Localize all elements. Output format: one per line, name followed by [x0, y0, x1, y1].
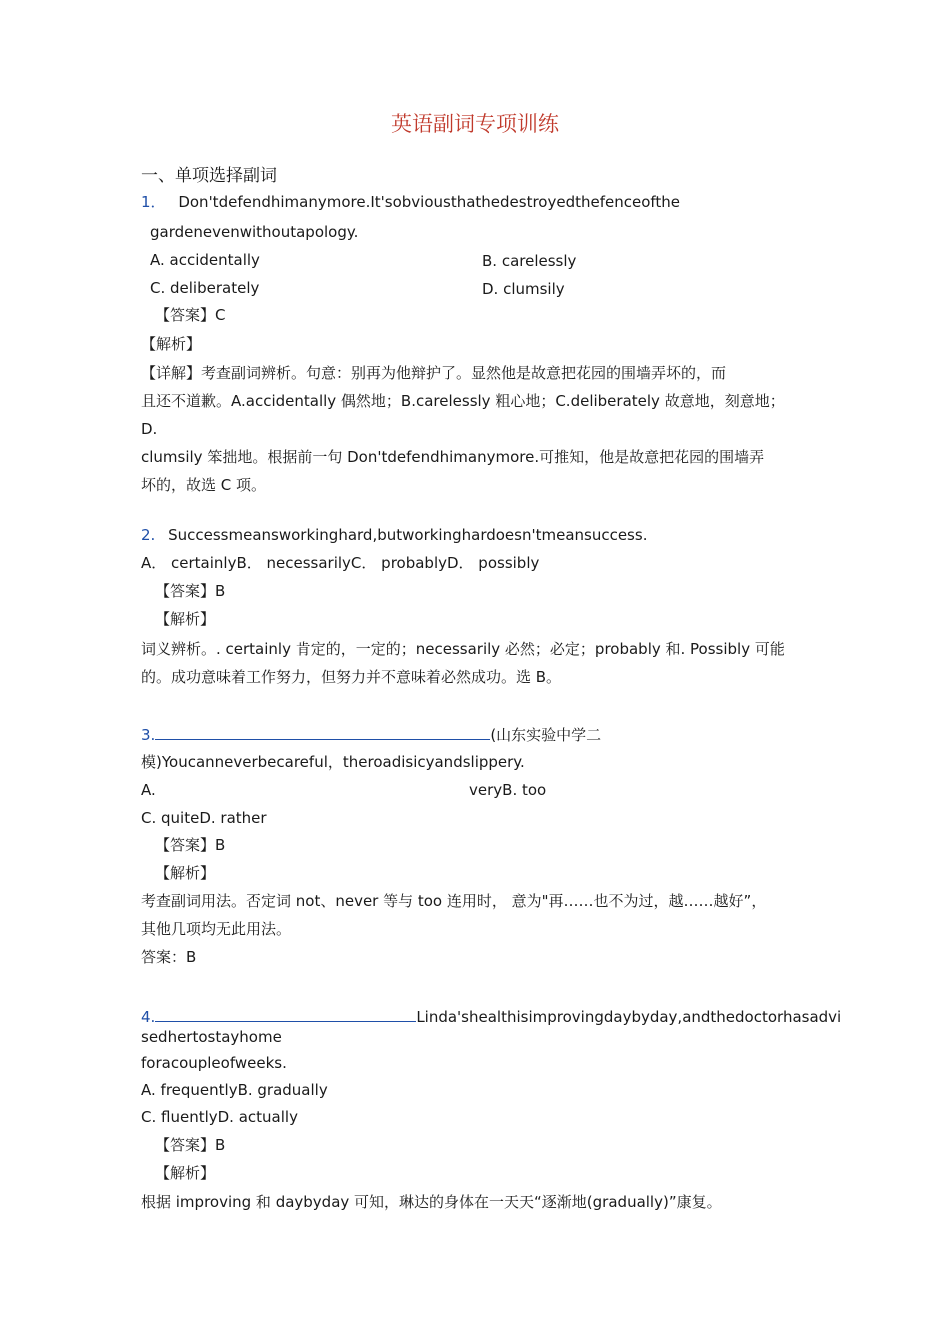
option-a: A.: [141, 781, 156, 799]
question-stem-continued: 模)Youcanneverbecareful，theroadisicyandslippery.: [141, 753, 525, 771]
answer-label: 【答案】B: [155, 582, 226, 600]
question-stem: (山东实验中学二: [490, 726, 602, 744]
option-cd: C. quiteD. rather: [141, 809, 267, 827]
explanation-line: 坏的，故选 C 项。: [141, 476, 267, 494]
explanation-line: 其他几项均无此用法。: [141, 920, 292, 938]
answer-label: 【答案】C: [155, 306, 226, 324]
answer-label: 【答案】B: [155, 836, 226, 854]
page-title: 英语副词专项训练: [391, 112, 559, 136]
options-line: A． certainlyB． necessarilyC． probablyD． possibly: [141, 554, 540, 572]
analysis-label: 【解析】: [155, 1164, 216, 1182]
option-b: B. carelessly: [482, 252, 577, 270]
question-number: 2.: [141, 526, 156, 544]
answer-blank: [155, 1006, 416, 1022]
explanation-line: 考查副词用法。否定词 not、never 等与 too 连用时， 意为"再……也不为过，越……越好”，: [141, 892, 767, 910]
question-stem-continued: sedhertostayhome: [141, 1028, 282, 1046]
explanation-line: clumsily 笨拙地。根据前一句 Don'tdefendhimanymore.可推知，他是故意把花园的围墙弄: [141, 448, 765, 466]
question-number: 4.: [141, 1008, 156, 1026]
explanation-line: 根据 improving 和 daybyday 可知，琳达的身体在一天天“逐渐地(gradually)”康复。: [141, 1193, 722, 1211]
question-number: 3.: [141, 726, 156, 744]
explanation-line: 词义辨析。. certainly 肯定的，一定的；necessarily 必然；必定；probably 和. Possibly 可能: [141, 640, 785, 658]
explanation-line: 【详解】考查副词辨析。句意：别再为他辩护了。显然他是故意把花园的围墙弄坏的，而: [141, 364, 727, 382]
final-answer: 答案：B: [141, 948, 197, 966]
question-stem: Successmeansworkinghard,butworkinghardoesn'tmeansuccess.: [168, 526, 648, 544]
question-stem: Don'tdefendhimanymore.It'sobviousthathedestroyedthefenceofthe: [178, 193, 681, 211]
section-heading: 一、单项选择副词: [141, 166, 277, 186]
explanation-line: D.: [141, 420, 158, 438]
answer-blank: [155, 724, 490, 740]
question-stem-continued: foracoupleofweeks.: [141, 1054, 287, 1072]
analysis-label: 【解析】: [141, 335, 202, 353]
option-c: C. deliberately: [150, 279, 260, 297]
question-stem: Linda'shealthisimprovingdaybyday,andthedoctorhasadvi: [416, 1008, 842, 1026]
analysis-label: 【解析】: [155, 610, 216, 628]
explanation-line: 的。成功意味着工作努力，但努力并不意味着必然成功。选 B。: [141, 668, 562, 686]
option-ab: A. frequentlyB. gradually: [141, 1081, 328, 1099]
option-cd: C. fluentlyD. actually: [141, 1108, 298, 1126]
question-number: 1．: [141, 193, 166, 211]
explanation-line: 且还不道歉。A.accidentally 偶然地；B.carelessly 粗心地；C.deliberately 故意地，刻意地；: [141, 392, 785, 410]
option-d: D. clumsily: [482, 280, 565, 298]
option-b: veryB. too: [469, 781, 547, 799]
analysis-label: 【解析】: [155, 864, 216, 882]
question-stem-continued: gardenevenwithoutapology.: [150, 223, 359, 241]
answer-label: 【答案】B: [155, 1136, 226, 1154]
option-a: A. accidentally: [150, 251, 260, 269]
